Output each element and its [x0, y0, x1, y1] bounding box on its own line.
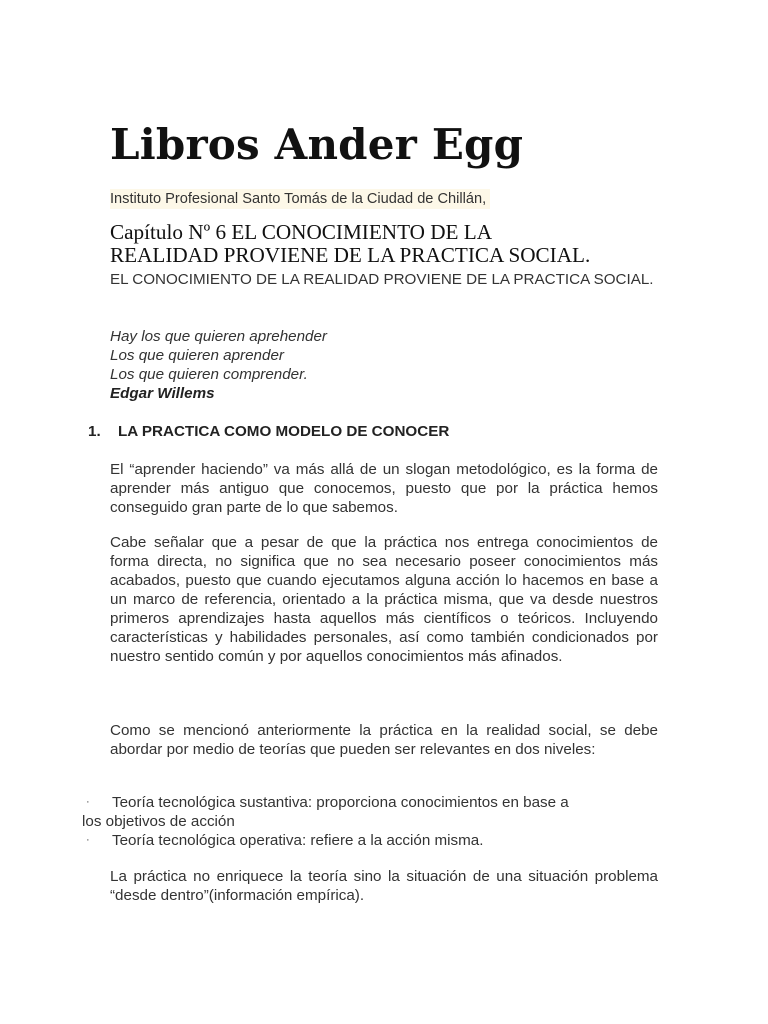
epigraph-line: Hay los que quieren aprehender [110, 328, 327, 345]
bullet-list [0, 793, 768, 850]
bullet-text-continuation: los objetivos de acción [82, 813, 235, 830]
bullet-text: Teoría tecnológica sustantiva: proporciona conocimientos en base a [112, 794, 569, 811]
section-heading [88, 422, 449, 441]
epigraph-line: Los que quieren comprender. [110, 366, 308, 383]
chapter-heading-line: REALIDAD PROVIENE DE LA PRACTICA SOCIAL. [110, 243, 591, 267]
chapter-subtitle: EL CONOCIMIENTO DE LA REALIDAD PROVIENE DE LA PRACTICA SOCIAL. [110, 271, 654, 288]
document-title: Libros Ander Egg [110, 120, 524, 169]
paragraph: El “aprender haciendo” va más allá de un slogan metodológico, es la forma de aprender más antiguo que conocemos, puesto que por la práctica hemos conseguido gran parte de lo que sabemos. [110, 461, 658, 516]
bullet-item [0, 831, 658, 850]
paragraph: Como se mencionó anteriormente la práctica en la realidad social, se debe abordar por medio de teorías que pueden ser relevantes en dos niveles: [110, 722, 658, 758]
epigraph-line: Los que quieren aprender [110, 347, 284, 364]
paragraph: Cabe señalar que a pesar de que la práctica nos entrega conocimientos de forma directa, no significa que no sea necesario poseer conocimientos más acabados, puesto que cuando ejecutamos alguna acción lo hacemos en base a un marco de referencia, orientado a la práctica misma, que va desde nuestros primeros aprendizajes hasta aquellos más científicos o teóricos. Incluyendo características y habilidades personales, así como también condicionados por nuestro sentido común y por aquellos conocimientos más afinados. [110, 534, 658, 665]
bullet-marker: · [86, 796, 90, 808]
bullet-marker: · [86, 834, 90, 846]
bullet-text: Teoría tecnológica operativa: refiere a la acción misma. [112, 832, 484, 849]
section-number: 1. [88, 423, 101, 440]
institute-line: Instituto Profesional Santo Tomás de la Ciudad de Chillán, [110, 189, 490, 209]
epigraph-author: Edgar Willems [110, 385, 215, 402]
epigraph [110, 327, 658, 403]
section-title: LA PRACTICA COMO MODELO DE CONOCER [118, 423, 450, 440]
chapter-heading [110, 221, 670, 267]
chapter-heading-line: Capítulo Nº 6 EL CONOCIMIENTO DE LA [110, 220, 493, 244]
bullet-item [0, 793, 658, 831]
closing-paragraph: La práctica no enriquece la teoría sino la situación de una situación problema “desde dentro”(información empírica). [110, 868, 658, 904]
